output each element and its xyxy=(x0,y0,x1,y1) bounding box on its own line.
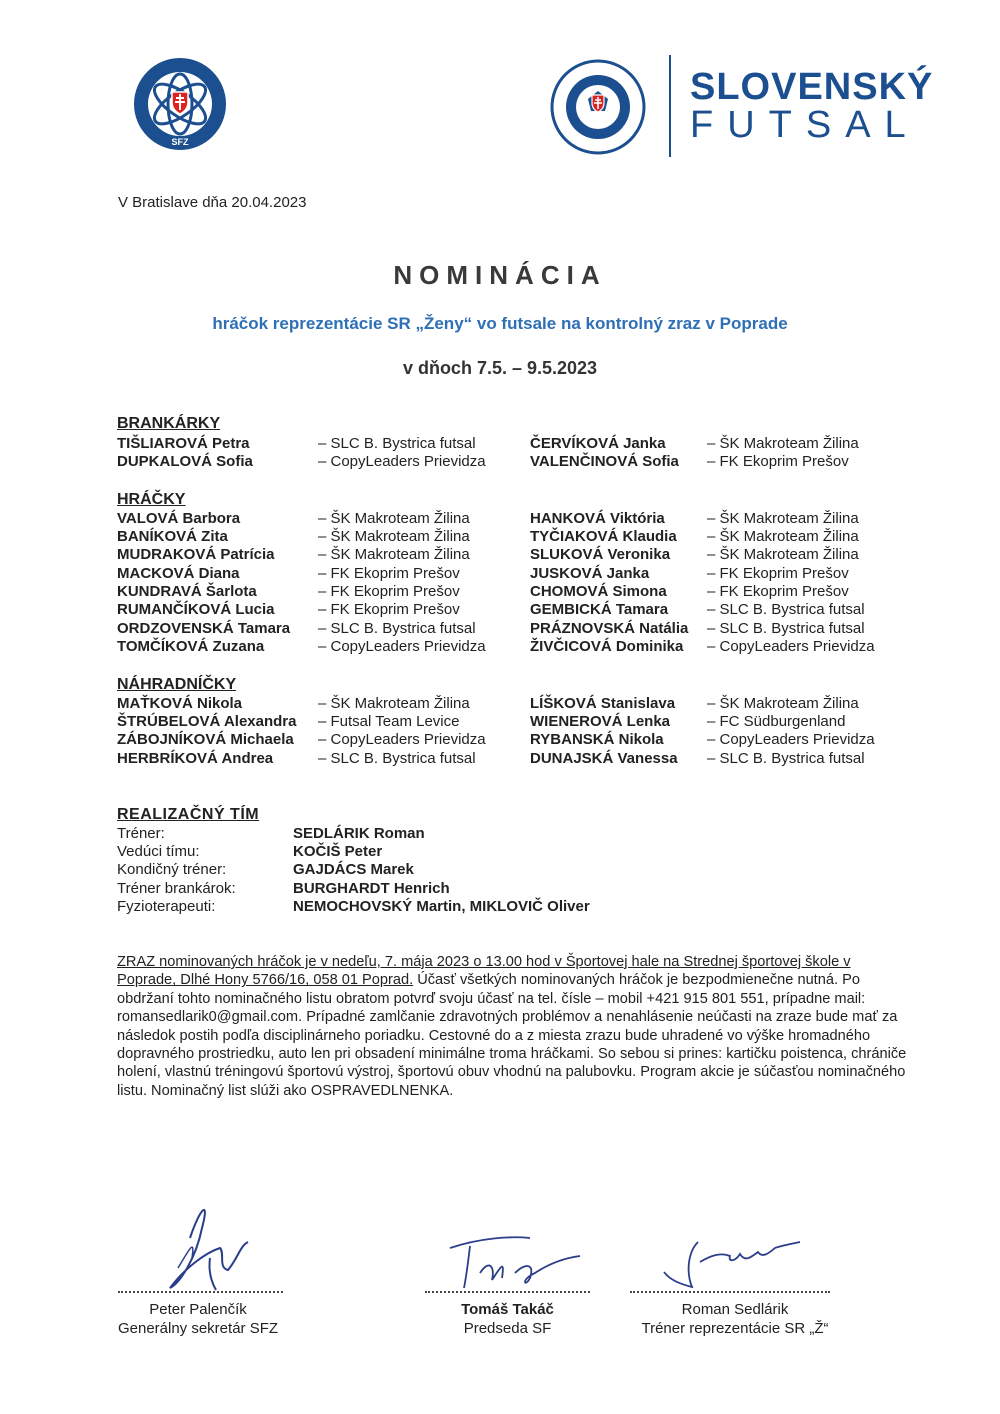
player-club: – SLC B. Bystrica futsal xyxy=(318,750,476,767)
player-name: TOMČÍKOVÁ Zuzana xyxy=(117,638,265,655)
player-name: MAŤKOVÁ Nikola xyxy=(117,695,243,712)
signatory-name: Peter Palenčík xyxy=(149,1301,247,1318)
player-name: KUNDRAVÁ Šarlota xyxy=(117,583,257,600)
player-name: DUNAJSKÁ Vanessa xyxy=(530,750,678,767)
signatory-role: Generálny sekretár SFZ xyxy=(117,1320,279,1337)
player-name: SLUKOVÁ Veronika xyxy=(530,546,671,563)
player-name: DUPKALOVÁ Sofia xyxy=(117,453,253,470)
player-club: – ŠK Makroteam Žilina xyxy=(318,510,470,527)
player-name: RUMANČÍKOVÁ Lucia xyxy=(117,601,275,618)
player-club: – FC Südburgenland xyxy=(707,713,846,730)
player-name: RYBANSKÁ Nikola xyxy=(530,731,664,748)
player-name: GEMBICKÁ Tamara xyxy=(530,601,669,618)
player-club: – FK Ekoprim Prešov xyxy=(318,601,460,618)
player-club: – ŠK Makroteam Žilina xyxy=(707,528,859,545)
player-name: BANÍKOVÁ Zita xyxy=(117,528,228,545)
player-name: VALENČINOVÁ Sofia xyxy=(530,453,679,470)
section-heading-substitutes: NÁHRADNÍČKY xyxy=(117,676,237,693)
player-club: – ŠK Makroteam Žilina xyxy=(707,435,859,452)
staff-role: Kondičný tréner: xyxy=(117,861,227,878)
section-heading-staff: REALIZAČNÝ TÍM xyxy=(117,806,260,823)
section-heading-goalkeepers: BRANKÁRKY xyxy=(117,415,221,432)
player-name: PRÁZNOVSKÁ Natália xyxy=(530,620,689,637)
event-dates: v dňoch 7.5. – 9.5.2023 xyxy=(402,358,598,378)
player-club: – CopyLeaders Prievidza xyxy=(318,731,486,748)
player-club: – CopyLeaders Prievidza xyxy=(318,638,486,655)
signature-takac xyxy=(440,1228,590,1294)
signatory-name: Tomáš Takáč xyxy=(461,1301,554,1318)
signature-line xyxy=(425,1291,590,1293)
player-club: – CopyLeaders Prievidza xyxy=(707,638,875,655)
sfz-logo xyxy=(132,52,228,160)
staff-name: KOČIŠ Peter xyxy=(293,843,383,860)
player-club: – ŠK Makroteam Žilina xyxy=(707,695,859,712)
player-name: ŽIVČICOVÁ Dominika xyxy=(530,638,684,655)
player-name: MACKOVÁ Diana xyxy=(117,565,240,582)
player-club: – ŠK Makroteam Žilina xyxy=(707,546,859,563)
staff-name: GAJDÁCS Marek xyxy=(293,861,414,878)
player-club: – Futsal Team Levice xyxy=(318,713,460,730)
player-club: – SLC B. Bystrica futsal xyxy=(707,601,865,618)
staff-role: Tréner brankárok: xyxy=(117,880,236,897)
brand-divider xyxy=(669,55,671,157)
player-name: ČERVÍKOVÁ Janka xyxy=(530,435,666,452)
player-club: – CopyLeaders Prievidza xyxy=(318,453,486,470)
slovensky-futsal-logo xyxy=(548,55,648,163)
player-club: – ŠK Makroteam Žilina xyxy=(318,546,470,563)
signature-line xyxy=(630,1291,830,1293)
player-name: ŠTRÚBELOVÁ Alexandra xyxy=(117,713,297,730)
player-club: – SLC B. Bystrica futsal xyxy=(318,620,476,637)
staff-name: NEMOCHOVSKÝ Martin, MIKLOVIČ Oliver xyxy=(293,898,590,915)
signature-line xyxy=(118,1291,283,1293)
player-club: – SLC B. Bystrica futsal xyxy=(318,435,476,452)
player-club: – SLC B. Bystrica futsal xyxy=(707,750,865,767)
staff-name: BURGHARDT Henrich xyxy=(293,880,450,897)
player-name: ORDZOVENSKÁ Tamara xyxy=(117,620,291,637)
staff-role: Fyzioterapeuti: xyxy=(117,898,216,915)
player-club: – FK Ekoprim Prešov xyxy=(318,583,460,600)
player-name: TYČIAKOVÁ Klaudia xyxy=(530,528,677,545)
player-club: – FK Ekoprim Prešov xyxy=(707,565,849,582)
player-name: CHOMOVÁ Simona xyxy=(530,583,667,600)
player-name: WIENEROVÁ Lenka xyxy=(530,713,671,730)
brand-name-line1: SLOVENSKÝ xyxy=(690,66,934,108)
player-club: – ŠK Makroteam Žilina xyxy=(318,528,470,545)
player-name: JUSKOVÁ Janka xyxy=(530,565,650,582)
signatory-role: Tréner reprezentácie SR „Ž“ xyxy=(641,1320,829,1337)
document-subtitle: hráčok reprezentácie SR „Ženy“ vo futsale na kontrolný zraz v Poprade xyxy=(212,314,788,333)
section-heading-players: HRÁČKY xyxy=(117,491,186,508)
player-name: MUDRAKOVÁ Patrícia xyxy=(117,546,275,563)
svg-text:SFZ: SFZ xyxy=(171,137,189,147)
player-name: HERBRÍKOVÁ Andrea xyxy=(117,750,274,767)
player-name: VALOVÁ Barbora xyxy=(117,510,241,527)
player-club: – FK Ekoprim Prešov xyxy=(707,583,849,600)
player-name: LÍŠKOVÁ Stanislava xyxy=(530,695,676,712)
player-club: – ŠK Makroteam Žilina xyxy=(318,695,470,712)
staff-role: Vedúci tímu: xyxy=(117,843,200,860)
player-club: – SLC B. Bystrica futsal xyxy=(707,620,865,637)
notice-paragraph xyxy=(117,953,912,1100)
notice-body: Účasť všetkých nominovaných hráčok je bezpodmienečne nutná. Po obdržaní tohto nominačného listu obratom potvrď svoju účasť na tel. čísle – mobil +421 915 801 551, prípadne mail: romansedlarik0@gmail.com. Prípadné zamlčanie zdravotných problémov a nenahlásenie neúčasti na zraze bude mať za následok postih podľa disciplinárneho poriadku. Cestovné do a z miesta zrazu bude uhradené vo výške hromadného dopravného prostriedku, auto len pri obsadení minimálne troma hráčkami. So sebou si prines: kartičku poistenca, chrániče holení, vlastnú tréningovú športovú výstroj, športovú obuv vhodnú na palubovku. Program akcie je súčasťou nominačného listu. Nominačný list slúži ako OSPRAVEDLNENKA. xyxy=(117,972,907,1099)
notice-meeting-info: ZRAZ nominovaných hráčok je v nedeľu, 7. mája 2023 o 13.00 hod v Športovej hale na Strednej športovej škole v Poprade, Dlhé Hony 5766/16, 058 01 Poprad. xyxy=(117,954,851,989)
signature-palencik xyxy=(150,1198,270,1294)
player-club: – ŠK Makroteam Žilina xyxy=(707,510,859,527)
player-name: HANKOVÁ Viktória xyxy=(530,510,665,527)
signatory-role: Predseda SF xyxy=(463,1320,552,1337)
player-club: – FK Ekoprim Prešov xyxy=(318,565,460,582)
player-name: TIŠLIAROVÁ Petra xyxy=(117,435,250,452)
player-club: – CopyLeaders Prievidza xyxy=(707,731,875,748)
staff-name: SEDLÁRIK Roman xyxy=(293,825,425,842)
player-name: ZÁBOJNÍKOVÁ Michaela xyxy=(117,731,294,748)
signatory-name: Roman Sedlárik xyxy=(681,1301,789,1318)
date-line: V Bratislave dňa 20.04.2023 xyxy=(118,194,307,211)
document-title: NOMINÁCIA xyxy=(393,260,607,290)
staff-role: Tréner: xyxy=(117,825,165,842)
signature-sedlarik xyxy=(650,1232,810,1294)
brand-name-line2: FUTSAL xyxy=(690,104,920,146)
player-club: – FK Ekoprim Prešov xyxy=(707,453,849,470)
